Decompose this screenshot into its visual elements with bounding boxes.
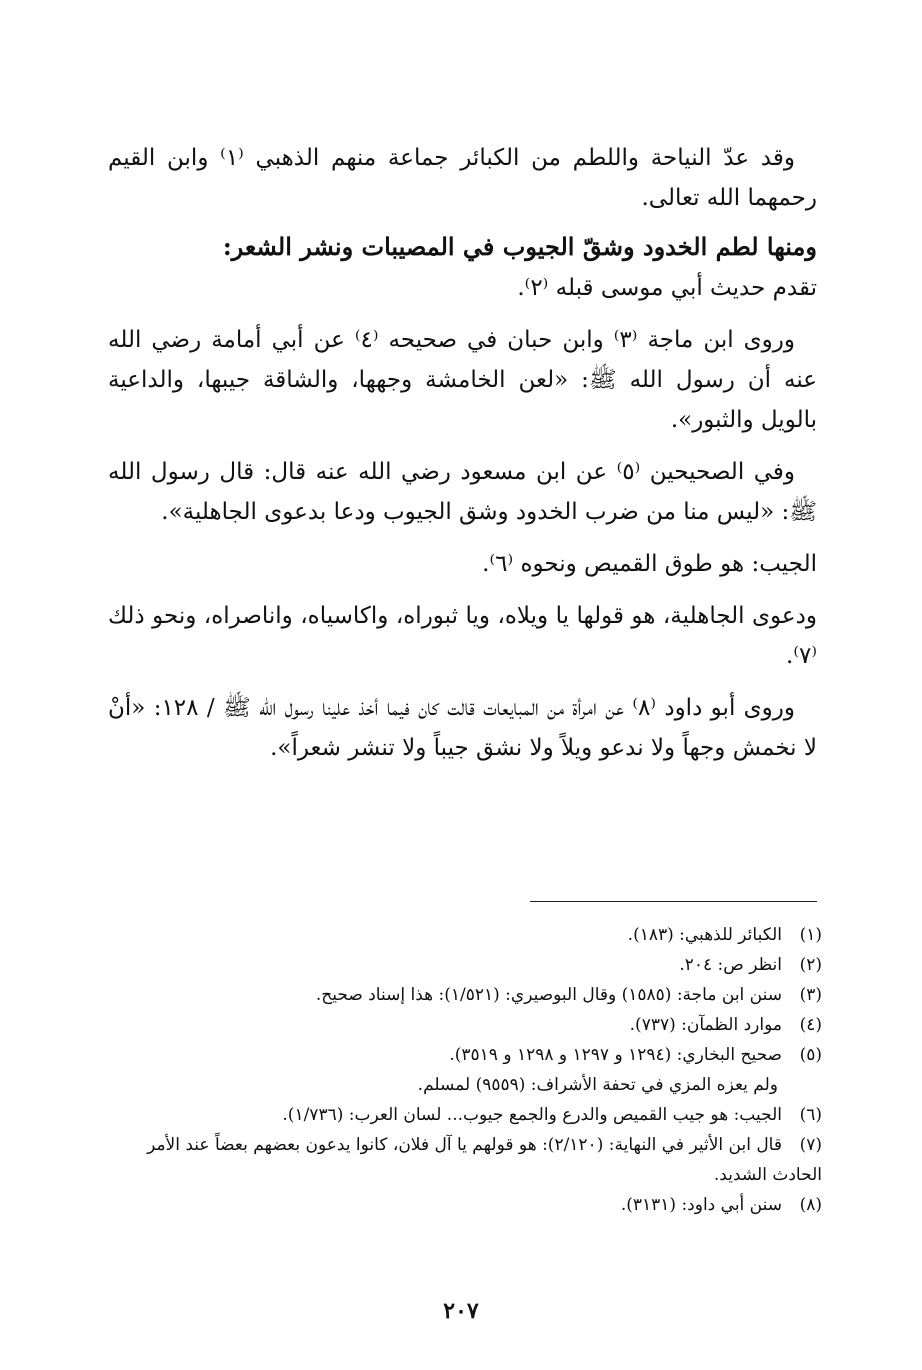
body-paragraph: ودعوى الجاهلية، هو قولها يا ويلاه، ويا ثبوراه، واكاسياه، واناصراه، ونحو ذلك ⁽٧⁾. — [108, 603, 817, 669]
footnote-text: انظر ص: ٢٠٤. — [679, 955, 782, 975]
footnote-text: قال ابن الأثير في النهاية: (٢/١٢٠): هو قولهم يا آل فلان، كانوا يدعون بعضهم بعضاً عند الأمر الحادث الشديد. — [147, 1135, 822, 1185]
body-paragraph: وفي الصحيحين ⁽٥⁾ عن ابن مسعود رضي الله عنه قال: قال رسول الله ﷺ: «ليس منا من ضرب الخدود وشق الجيوب ودعا بدعوى الجاهلية». — [108, 459, 817, 525]
section-heading: ومنها لطم الخدود وشقّ الجيوب في المصيبات ونشر الشعر: — [222, 232, 817, 261]
main-text — [108, 138, 817, 780]
body-paragraph: وروى ابن ماجة ⁽٣⁾ وابن حبان في صحيحه ⁽٤⁾ عن أبي أمامة رضي الله عنه أن رسول الله ﷺ: «لعن الخامشة وجهها، والشاقة جيبها، والداعية بالويل والثبور». — [108, 327, 817, 433]
footnote — [120, 920, 822, 950]
page-number: ٢٠٧ — [443, 1298, 479, 1324]
footnote — [120, 980, 822, 1010]
footnote-text: سنن أبي داود: (٣١٣١). — [620, 1195, 782, 1215]
footnote-number: (٤) — [799, 1015, 822, 1035]
footnote-text: موارد الظمآن: (٧٣٧). — [629, 1015, 782, 1035]
footnote-text: الكبائر للذهبي: (١٨٣). — [627, 925, 782, 945]
footnote-number: (١) — [799, 925, 822, 945]
footnote — [120, 1130, 822, 1190]
footnote-text: صحيح البخاري: (١٢٩٤ و ١٢٩٧ و ١٢٩٨ و ٣٥١٩). — [449, 1045, 782, 1065]
footnote-continuation: ولم يعزه المزي في تحفة الأشراف: (٩٥٥٩) لمسلم. — [417, 1075, 778, 1095]
body-paragraph: تقدم حديث أبي موسى قبله ⁽٢⁾. — [517, 275, 817, 301]
footnote-separator — [530, 901, 817, 902]
footnote-number: (٢) — [799, 955, 822, 975]
footnote — [120, 1190, 822, 1220]
footnotes — [120, 920, 822, 1220]
footnote-number: (٨) — [799, 1195, 822, 1215]
body-paragraph: وروى أبو داود ⁽٨⁾ عن امرأة من المبايعات قالت كان فيما أخذ علينا رسول الله ﷺ / ١٢٨: «أنْ لا نخمش وجهاً ولا ندعو ويلاً ولا نشق جيباً ولا تنشر شعراً». — [108, 695, 817, 761]
footnote-text: الجيب: هو جيب القميص والدرع والجمع جيوب... لسان العرب: (١/٧٣٦). — [282, 1105, 782, 1125]
footnote-text: سنن ابن ماجة: (١٥٨٥) وقال البوصيري: (١/٥٢١): هذا إسناد صحيح. — [315, 985, 782, 1005]
body-paragraph: وقد عدّ النياحة واللطم من الكبائر جماعة منهم الذهبي ⁽١⁾ وابن القيم رحمهما الله تعالى. — [108, 145, 817, 211]
footnote — [120, 950, 822, 980]
footnote — [120, 1040, 822, 1070]
footnote — [120, 1100, 822, 1130]
footnote-number: (٦) — [799, 1105, 822, 1125]
footnote — [120, 1010, 822, 1040]
footnote-number: (٣) — [799, 985, 822, 1005]
footnote-number: (٥) — [799, 1045, 822, 1065]
footnote-number: (٧) — [799, 1135, 822, 1155]
body-paragraph: الجيب: هو طوق القميص ونحوه ⁽٦⁾. — [482, 551, 817, 577]
